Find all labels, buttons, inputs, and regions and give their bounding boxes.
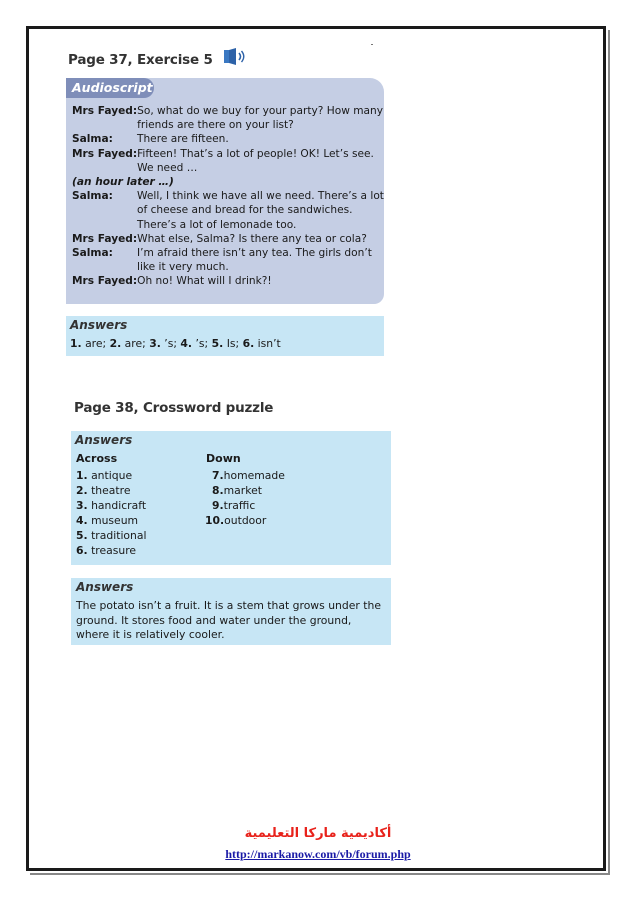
dialogue-line [72, 274, 384, 288]
speech-text: So, what do we buy for your party? How many friends are there on your list? [137, 105, 384, 132]
audioscript-dialogue [72, 104, 384, 289]
clue-number: 9. [212, 499, 224, 513]
answers-title: Answers [75, 433, 133, 447]
answer-number: 5. [211, 337, 224, 350]
clue-number: 6. [76, 544, 88, 558]
clue-number: 3. [76, 499, 88, 513]
down-item [205, 513, 285, 528]
answer-number: 1. [70, 337, 82, 350]
speech-text: Fifteen! That’s a lot of people! OK! Let’s see. We need … [137, 147, 374, 174]
answer-value: Is; [226, 337, 240, 350]
speaker-name: Salma: [72, 190, 113, 203]
answer-number: 2. [109, 337, 122, 350]
clue-word: antique [91, 469, 133, 482]
dialogue-line [72, 189, 384, 232]
answer-value: isn’t [257, 337, 281, 350]
clue-number: 2. [76, 484, 88, 498]
clue-word: traffic [223, 499, 256, 513]
speaker-name: Mrs Fayed: [72, 275, 138, 288]
down-item [205, 468, 285, 483]
across-item [76, 498, 147, 513]
answer-value: are; [124, 337, 146, 350]
stray-mark [371, 44, 373, 45]
speaker-name: Mrs Fayed: [72, 232, 138, 245]
dialogue-line [72, 246, 384, 274]
dialogue-line [72, 232, 384, 246]
speech-text: There are fifteen. [137, 133, 229, 146]
clue-word: outdoor [224, 514, 267, 528]
answers-box-2 [71, 431, 391, 565]
speech-text: I’m afraid there isn’t any tea. The girls don’t like it very much. [137, 247, 372, 274]
exercise-heading [68, 49, 247, 71]
stage-direction: (an hour later …) [72, 176, 174, 189]
across-list [76, 468, 147, 559]
answers-box-3 [71, 578, 391, 645]
audioscript-label: Audioscript [72, 80, 153, 95]
speech-text: Well, I think we have all we need. There’s a lot of cheese and bread for the sandwiches. There’s a lot of lemonade too. [137, 190, 384, 231]
speaker-name: Salma: [72, 247, 113, 260]
forum-link[interactable]: http://markanow.com/vb/forum.php [225, 847, 411, 861]
potato-answer: The potato isn’t a fruit. It is a stem that grows under the ground. It stores food and water under the ground, where it is relatively cooler. [76, 599, 381, 641]
dialogue-line [72, 147, 384, 175]
answers-title: Answers [76, 580, 134, 594]
clue-word: traditional [91, 529, 147, 543]
answer-value: are; [85, 337, 107, 350]
down-label: Down [206, 452, 241, 465]
clue-word: museum [91, 514, 139, 528]
speech-text: Oh no! What will I drink?! [137, 275, 272, 288]
clue-word: homemade [223, 469, 285, 482]
across-item [76, 483, 147, 498]
clue-number: 4. [76, 514, 88, 528]
across-item [76, 468, 147, 483]
speaker-name: Mrs Fayed: [72, 147, 138, 160]
crossword-heading: Page 38, Crossword puzzle [74, 400, 274, 416]
down-item [205, 498, 285, 513]
clue-number: 8. [212, 484, 224, 498]
clue-word: theatre [91, 484, 131, 498]
answers-list [70, 337, 281, 352]
across-item [76, 513, 147, 528]
clue-number: 5. [76, 529, 88, 543]
across-label: Across [76, 452, 118, 465]
speaker-name: Salma: [72, 133, 113, 146]
speaker-icon[interactable] [223, 48, 247, 70]
clue-word: handicraft [91, 499, 147, 513]
answer-value: ’s; [195, 337, 209, 350]
exercise-title: Page 37, Exercise 5 [68, 52, 213, 68]
clue-number: 10. [205, 514, 225, 528]
academy-name: أكاديمية ماركا التعليمية [244, 826, 392, 841]
answer-number: 6. [242, 337, 255, 350]
across-item [76, 528, 147, 543]
answer-number: 3. [149, 337, 161, 350]
clue-word: treasure [91, 544, 137, 558]
down-list [205, 468, 285, 528]
clue-number: 1. [76, 469, 88, 482]
answer-number: 4. [180, 337, 193, 350]
answer-value: ’s; [164, 337, 177, 350]
clue-number: 7. [212, 469, 224, 482]
dialogue-line [72, 104, 384, 132]
clue-word: market [223, 484, 262, 498]
audioscript-tab [66, 78, 154, 98]
answers-box-1 [66, 316, 384, 356]
down-item [205, 483, 285, 498]
dialogue-line [72, 132, 384, 146]
answers-title: Answers [70, 318, 128, 332]
dialogue-line [72, 175, 384, 189]
speaker-name: Mrs Fayed: [72, 105, 138, 117]
across-item [76, 543, 147, 558]
speech-text: What else, Salma? Is there any tea or cola? [137, 232, 367, 245]
